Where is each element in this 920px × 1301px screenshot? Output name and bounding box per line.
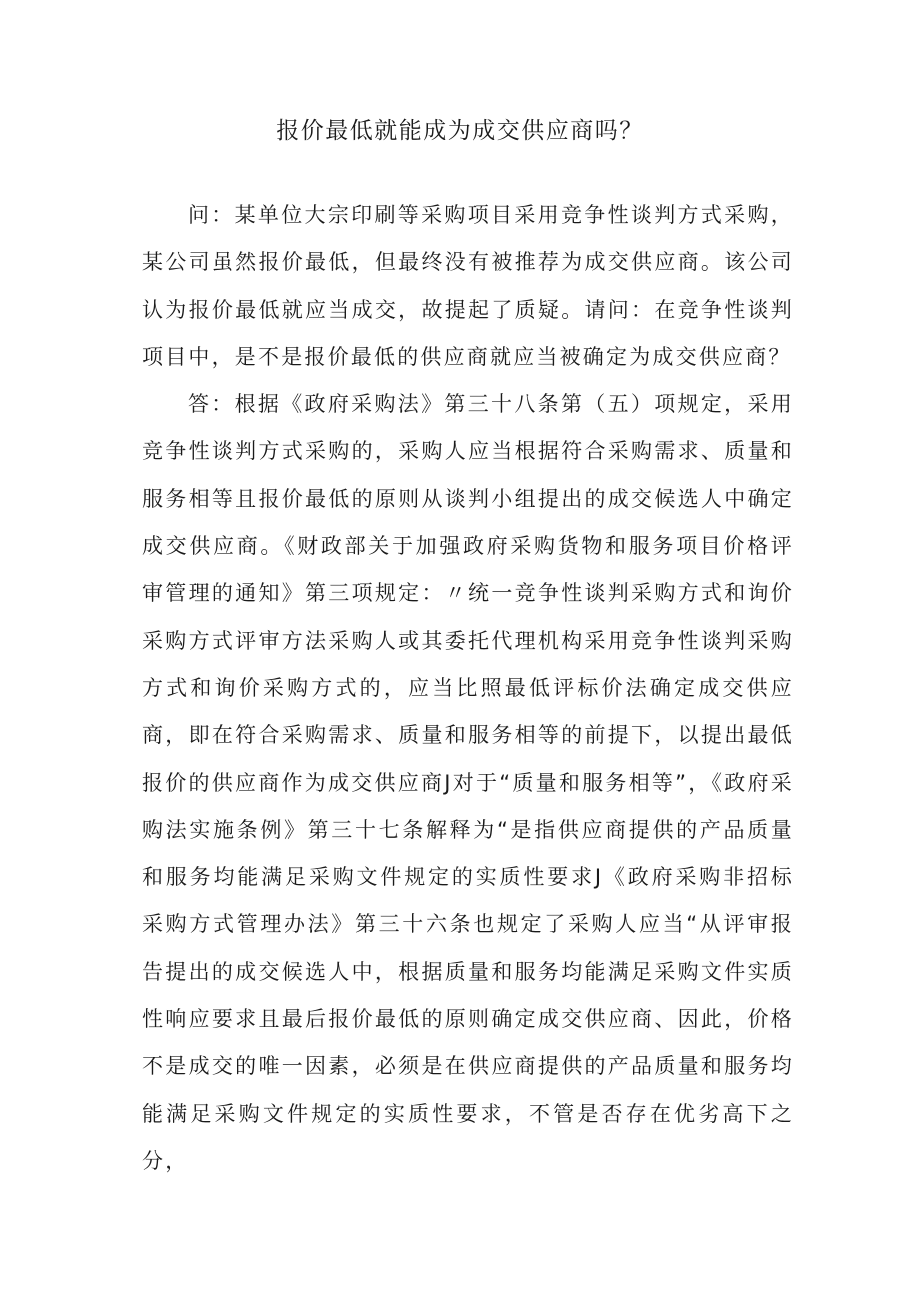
- document-title: 报价最低就能成为成交供应商吗？: [276, 118, 644, 144]
- question-paragraph: 问：某单位大宗印刷等采购项目采用竞争性谈判方式采购，某公司虽然报价最低，但最终没有被推荐为成交供应商。该公司认为报价最低就应当成交，故提起了质疑。请问：在竞争性谈判项目中，是不是报价最低的供应商就应当被确定为成交供应商？: [142, 203, 794, 369]
- answer-paragraph: 答：根据《政府采购法》第三十八条第（五）项规定，采用竞争性谈判方式采购的，采购人应当根据符合采购需求、质量和服务相等且报价最低的原则从谈判小组提出的成交候选人中确定成交供应商。《财政部关于加强政府采购货物和服务项目价格评审管理的通知》第三项规定：〃统一竞争性谈判采购方式和询价采购方式评审方法采购人或其委托代理机构采用竞争性谈判采购方式和询价采购方式的，应当比照最低评标价法确定成交供应商，即在符合采购需求、质量和服务相等的前提下，以提出最低报价的供应商作为成交供应商J对于“质量和服务相等”，《政府采购法实施条例》第三十七条解释为“是指供应商提供的产品质量和服务均能满足采购文件规定的实质性要求J《政府采购非招标采购方式管理办法》第三十六条也规定了采购人应当“从评审报告提出的成交候选人中，根据质量和服务均能满足采购文件实质性响应要求且最后报价最低的原则确定成交供应商、因此，价格不是成交的唯一因素，必须是在供应商提供的产品质量和服务均能满足采购文件规定的实质性要求，不管是否存在优劣高下之分，: [142, 392, 794, 1173]
- document-body: [142, 192, 794, 1185]
